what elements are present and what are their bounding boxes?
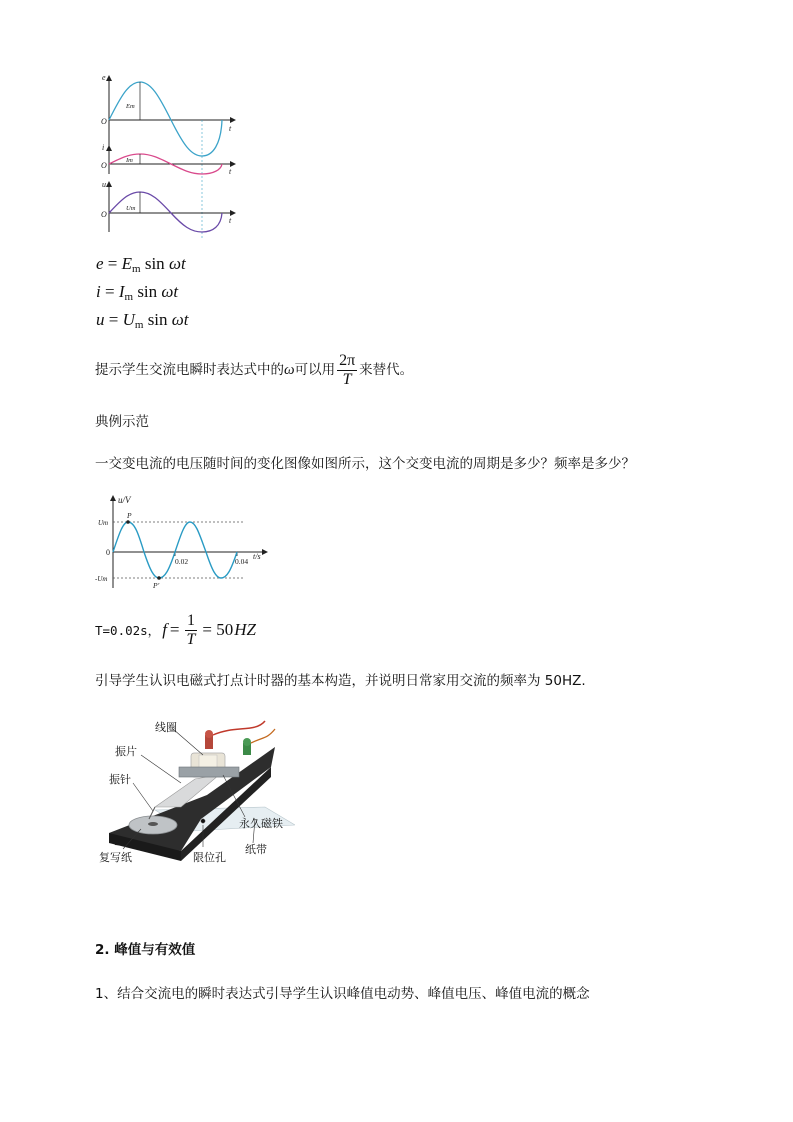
hint-paragraph (95, 349, 413, 391)
wire-green (251, 729, 275, 743)
wire-red (213, 721, 265, 735)
tick-label-002: 0.02 (175, 557, 189, 566)
u-plot (101, 180, 235, 232)
vibrator-label: 振片 (115, 746, 137, 758)
formula-u: $u = U_m$ sin ωt (96, 310, 189, 331)
e-origin-label: O (101, 117, 107, 126)
im-label: Im (126, 157, 133, 164)
origin-label: 0 (106, 548, 110, 557)
question-text: 一交变电流的电压随时间的变化图像如图所示，这个交变电流的周期是多少？频率是多少？ (95, 456, 635, 472)
dot-timer-figure (95, 715, 295, 873)
hole-label: 限位孔 (193, 852, 226, 864)
magnet-label: 永久磁铁 (239, 818, 283, 830)
two-pi-over-t: $\frac{2\pi}{T}$ (339, 351, 356, 388)
period-answer: T=0.02s， (95, 623, 161, 638)
u-origin-label: O (101, 210, 107, 219)
coil-label: 线圈 (155, 722, 177, 734)
section-2-title: 2. 峰值与有效值 (95, 942, 196, 958)
e-wave (109, 82, 222, 156)
f-symbol: f (162, 620, 167, 639)
guide-text: 引导学生认识电磁式打点计时器的基本构造，并说明日常家用交流的频率为 50HZ. (95, 673, 586, 689)
um-axis-label: Um (98, 519, 109, 527)
u-wave (109, 192, 222, 232)
formula-e: $e = E_m$ sin ωt (96, 254, 186, 275)
t-axis-label-i: t (229, 167, 232, 176)
e-axis-label: e (102, 73, 106, 82)
needle-label: 振针 (109, 774, 131, 786)
i-origin-label: O (101, 161, 107, 170)
carbon-label: 复写纸 (99, 852, 132, 864)
t-axis-label-u: t (229, 216, 232, 225)
example-heading: 典例示范 (95, 414, 149, 430)
u-axis-label: u (102, 180, 106, 189)
x-axis-label: t/s (253, 552, 261, 561)
voltage-time-graph (95, 492, 275, 592)
y-axis-label: u/V (118, 495, 131, 505)
equals-sign: = (169, 620, 180, 639)
one-over-t: $\frac{1}{T}$ (186, 611, 196, 648)
neg-um-axis-label: -Um (95, 575, 108, 583)
tick-label-004: 0.04 (235, 557, 249, 566)
formula-list (96, 253, 189, 337)
p-label: P (127, 511, 132, 520)
limit-hole (201, 819, 205, 823)
tape-label: 纸带 (245, 844, 267, 856)
hint-middle: 可以用 (294, 362, 336, 378)
t-axis-label-e: t (229, 124, 232, 133)
hint-before: 提示学生交流电瞬时表达式中的 (95, 362, 284, 378)
permanent-magnet (179, 767, 239, 777)
frequency-unit: HZ (234, 620, 256, 639)
omega-symbol: ω (284, 362, 295, 378)
frequency-value: = 50 (202, 620, 234, 639)
um-label: Um (126, 205, 136, 212)
hint-after: 来替代。 (359, 362, 414, 378)
point-p-prime (157, 576, 161, 580)
i-axis-label: i (102, 143, 105, 152)
ac-waveform-figure (95, 70, 245, 240)
point-p (126, 520, 130, 524)
answer-line (95, 608, 256, 652)
p-prime-label: P' (153, 581, 160, 590)
voltage-wave (113, 522, 237, 578)
formula-i: $i = I_m$ sin ωt (96, 282, 179, 303)
section-2-item-1: 1、结合交流电的瞬时表达式引导学生认识峰值电动势、峰值电压、峰值电流的概念 (95, 986, 590, 1002)
em-label: Em (126, 103, 135, 110)
